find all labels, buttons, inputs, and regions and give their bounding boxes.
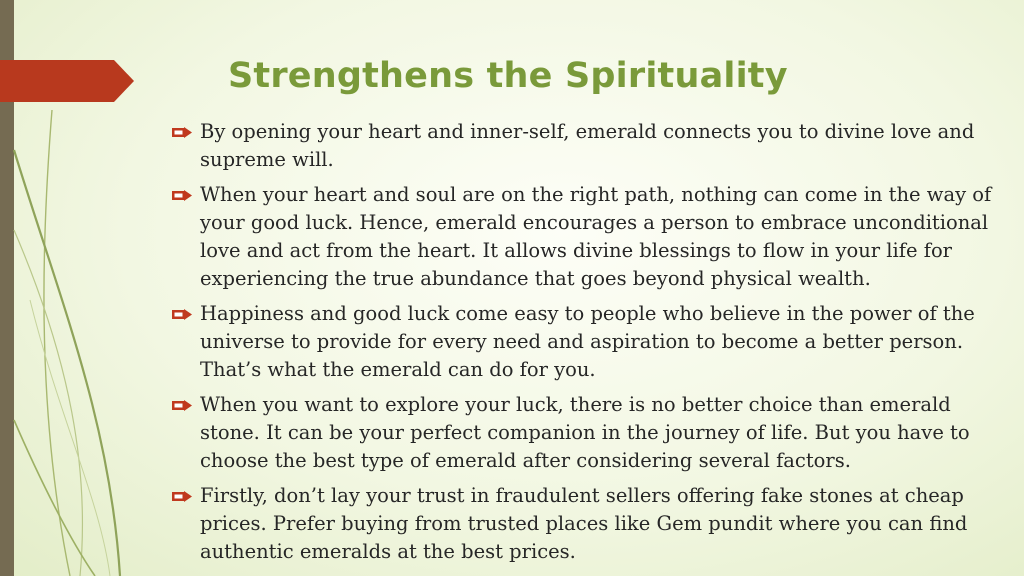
- bullet-item: [172, 118, 992, 174]
- right-arrow-bullet-icon: [172, 309, 192, 320]
- bullet-item: [172, 181, 992, 293]
- bullet-item: [172, 300, 992, 384]
- right-arrow-bullet-icon: [172, 190, 192, 201]
- right-arrow-bullet-icon: [172, 400, 192, 411]
- bullet-text: When you want to explore your luck, there is no better choice than emerald stone. It can be your perfect companion in the journey of life. But you have to choose the best type of emerald after considering several factors.: [200, 393, 970, 472]
- bullet-list: [172, 118, 992, 573]
- bullet-text: Firstly, don’t lay your trust in fraudulent sellers offering fake stones at cheap prices. Prefer buying from trusted places like Gem pundit where you can find authentic emeralds at the best prices.: [200, 484, 968, 563]
- title-accent-arrow: [0, 60, 134, 102]
- bullet-item: [172, 391, 992, 475]
- slide-title: Strengthens the Spirituality: [228, 56, 788, 96]
- bullet-item: [172, 482, 992, 566]
- right-arrow-bullet-icon: [172, 491, 192, 502]
- curve-3: [14, 230, 82, 576]
- curve-1: [44, 110, 70, 576]
- curve-5: [14, 420, 95, 576]
- right-arrow-bullet-icon: [172, 127, 192, 138]
- bullet-text: When your heart and soul are on the right path, nothing can come in the way of your good luck. Hence, emerald encourages a person to embrace unconditional love and act from the heart. It allows divine blessings to flow in your life for experiencing the true abundance that goes beyond physical wealth.: [200, 183, 992, 290]
- bullet-text: Happiness and good luck come easy to people who believe in the power of the universe to provide for every need and aspiration to become a better person. That’s what the emerald can do for you.: [200, 302, 975, 381]
- bullet-text: By opening your heart and inner-self, emerald connects you to divine love and supreme will.: [200, 120, 975, 171]
- curve-2: [14, 150, 120, 576]
